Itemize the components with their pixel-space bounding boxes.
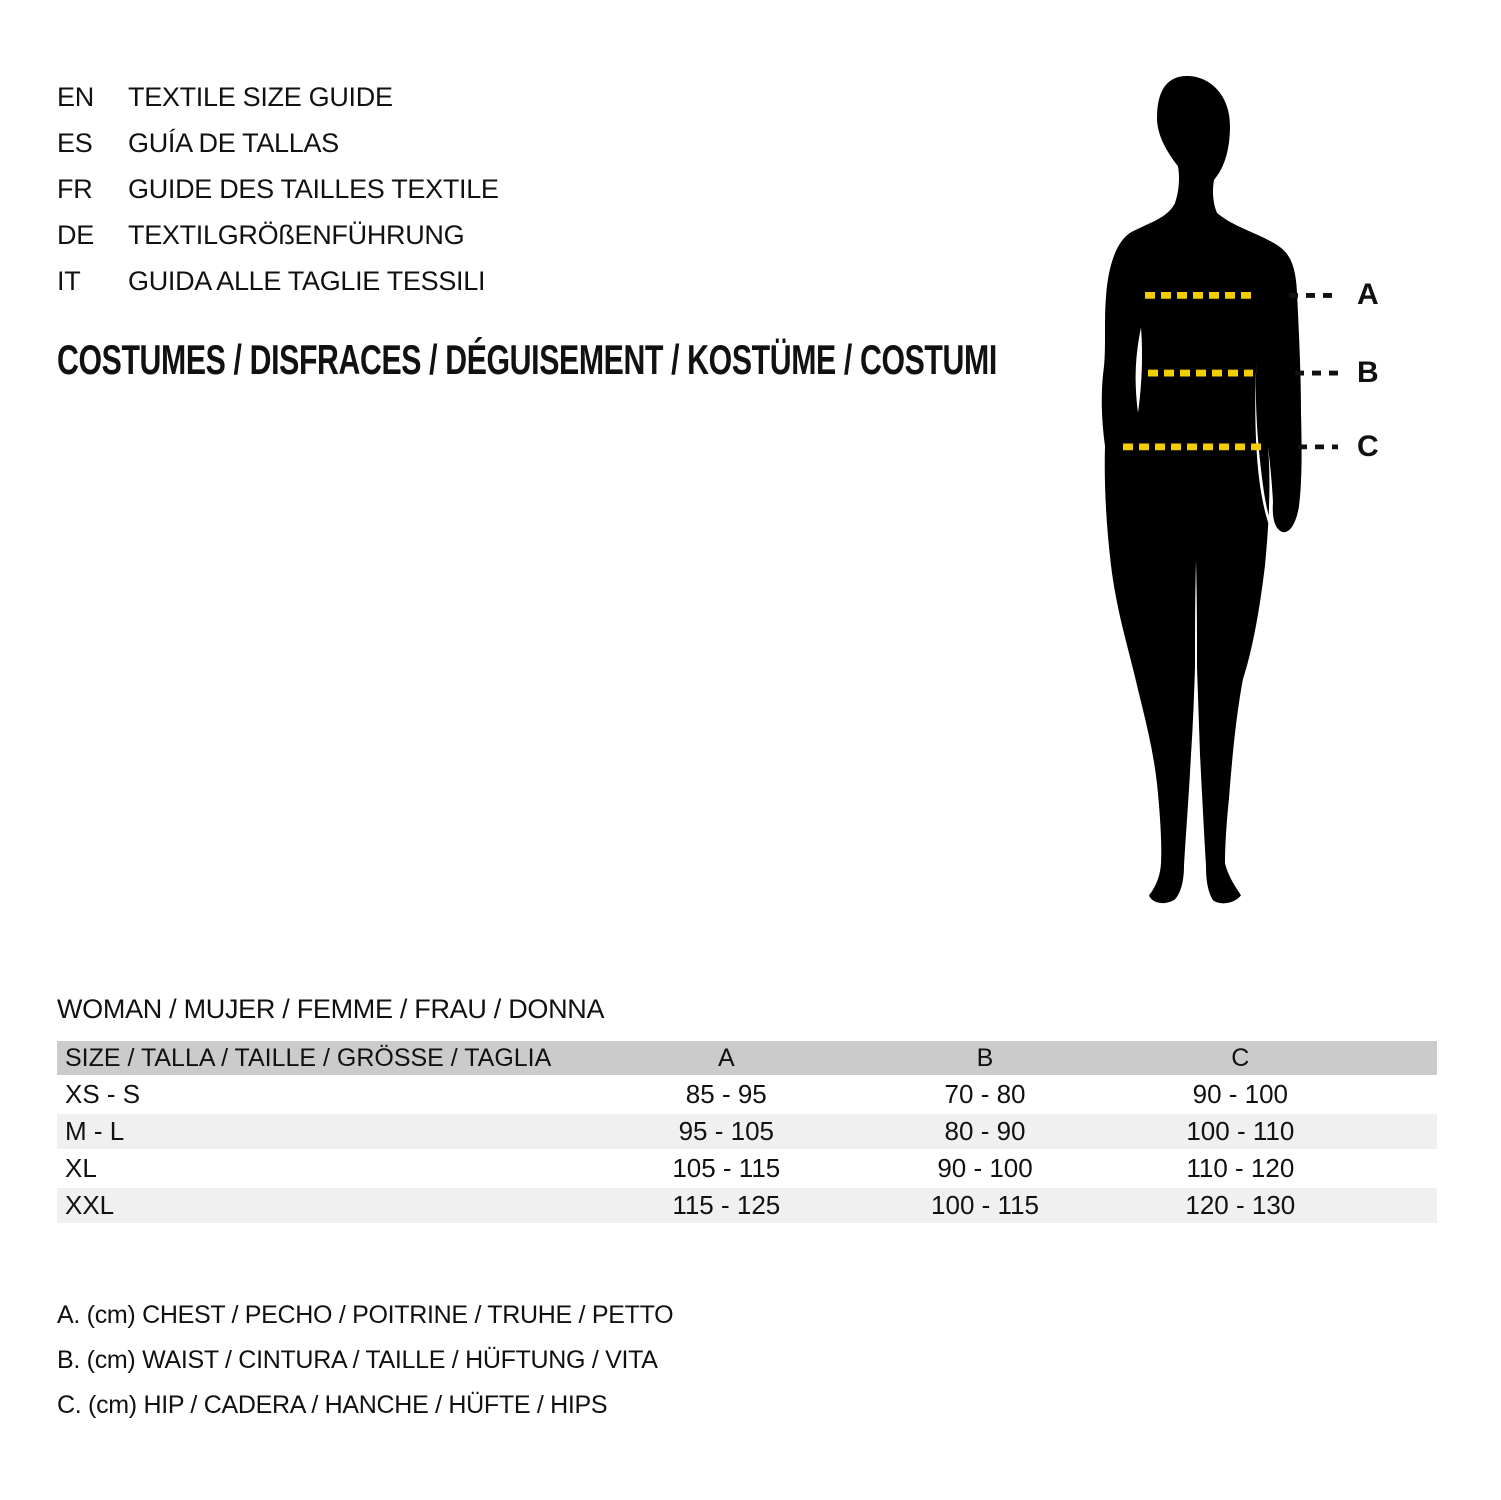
category-title: COSTUMES / DISFRACES / DÉGUISEMENT / KOSTÜME / COSTUMI xyxy=(57,336,997,383)
size-table-header-a: A xyxy=(595,1041,857,1076)
size-table-header-c: C xyxy=(1113,1041,1368,1076)
size-cell: M - L xyxy=(57,1113,595,1150)
size-row-xl xyxy=(57,1150,1437,1187)
measure-label-hip: C xyxy=(1357,430,1379,463)
size-row-xs-s xyxy=(57,1076,1437,1113)
language-row xyxy=(57,74,499,120)
language-code: ES xyxy=(57,128,93,158)
measure-label-chest: A xyxy=(1357,278,1379,311)
language-title: GUIDA ALLE TAGLIE TESSILI xyxy=(128,266,486,296)
measure-label-waist: B xyxy=(1357,356,1379,389)
legend-item-waist: B. (cm) WAIST / CINTURA / TAILLE / HÜFTUNG / VITA xyxy=(57,1346,658,1374)
size-cell: XL xyxy=(57,1150,595,1187)
language-title: GUÍA DE TALLAS xyxy=(128,128,339,158)
spacer-cell xyxy=(1368,1187,1437,1224)
language-row xyxy=(57,212,499,258)
language-code: DE xyxy=(57,220,94,250)
size-table-header-size: SIZE / TALLA / TAILLE / GRÖSSE / TAGLIA xyxy=(57,1041,595,1076)
section-title-woman: WOMAN / MUJER / FEMME / FRAU / DONNA xyxy=(57,994,605,1024)
language-code: FR xyxy=(57,174,93,204)
value-cell-b: 100 - 115 xyxy=(857,1187,1112,1224)
size-cell: XS - S xyxy=(57,1076,595,1113)
value-cell-a: 95 - 105 xyxy=(595,1113,857,1150)
spacer-cell xyxy=(1368,1113,1437,1150)
size-cell: XXL xyxy=(57,1187,595,1224)
measurement-legend xyxy=(57,1293,673,1428)
value-cell-c: 110 - 120 xyxy=(1113,1150,1368,1187)
language-title: TEXTILGRÖßENFÜHRUNG xyxy=(128,220,465,250)
value-cell-a: 85 - 95 xyxy=(595,1076,857,1113)
legend-item-chest: A. (cm) CHEST / PECHO / POITRINE / TRUHE / PETTO xyxy=(57,1301,674,1329)
language-title: GUIDE DES TAILLES TEXTILE xyxy=(128,174,499,204)
language-row xyxy=(57,120,499,166)
value-cell-b: 80 - 90 xyxy=(857,1113,1112,1150)
value-cell-c: 120 - 130 xyxy=(1113,1187,1368,1224)
value-cell-b: 70 - 80 xyxy=(857,1076,1112,1113)
size-table-header-row xyxy=(57,1041,1437,1076)
value-cell-c: 100 - 110 xyxy=(1113,1113,1368,1150)
language-code: EN xyxy=(57,82,94,112)
language-list xyxy=(57,74,499,304)
value-cell-a: 115 - 125 xyxy=(595,1187,857,1224)
size-row-m-l xyxy=(57,1113,1437,1150)
size-table-header-b: B xyxy=(857,1041,1112,1076)
language-code: IT xyxy=(57,266,81,296)
size-table xyxy=(57,1041,1437,1225)
language-title: TEXTILE SIZE GUIDE xyxy=(128,82,393,112)
silhouette-body-path xyxy=(1102,76,1302,903)
legend-item-hip: C. (cm) HIP / CADERA / HANCHE / HÜFTE / HIPS xyxy=(57,1391,608,1419)
value-cell-c: 90 - 100 xyxy=(1113,1076,1368,1113)
spacer-cell xyxy=(1368,1150,1437,1187)
spacer-cell xyxy=(1368,1076,1437,1113)
size-table-header-spacer xyxy=(1368,1041,1437,1076)
size-row-xxl xyxy=(57,1187,1437,1224)
language-row xyxy=(57,258,499,304)
value-cell-b: 90 - 100 xyxy=(857,1150,1112,1187)
woman-silhouette-icon xyxy=(1085,75,1345,910)
language-row xyxy=(57,166,499,212)
value-cell-a: 105 - 115 xyxy=(595,1150,857,1187)
